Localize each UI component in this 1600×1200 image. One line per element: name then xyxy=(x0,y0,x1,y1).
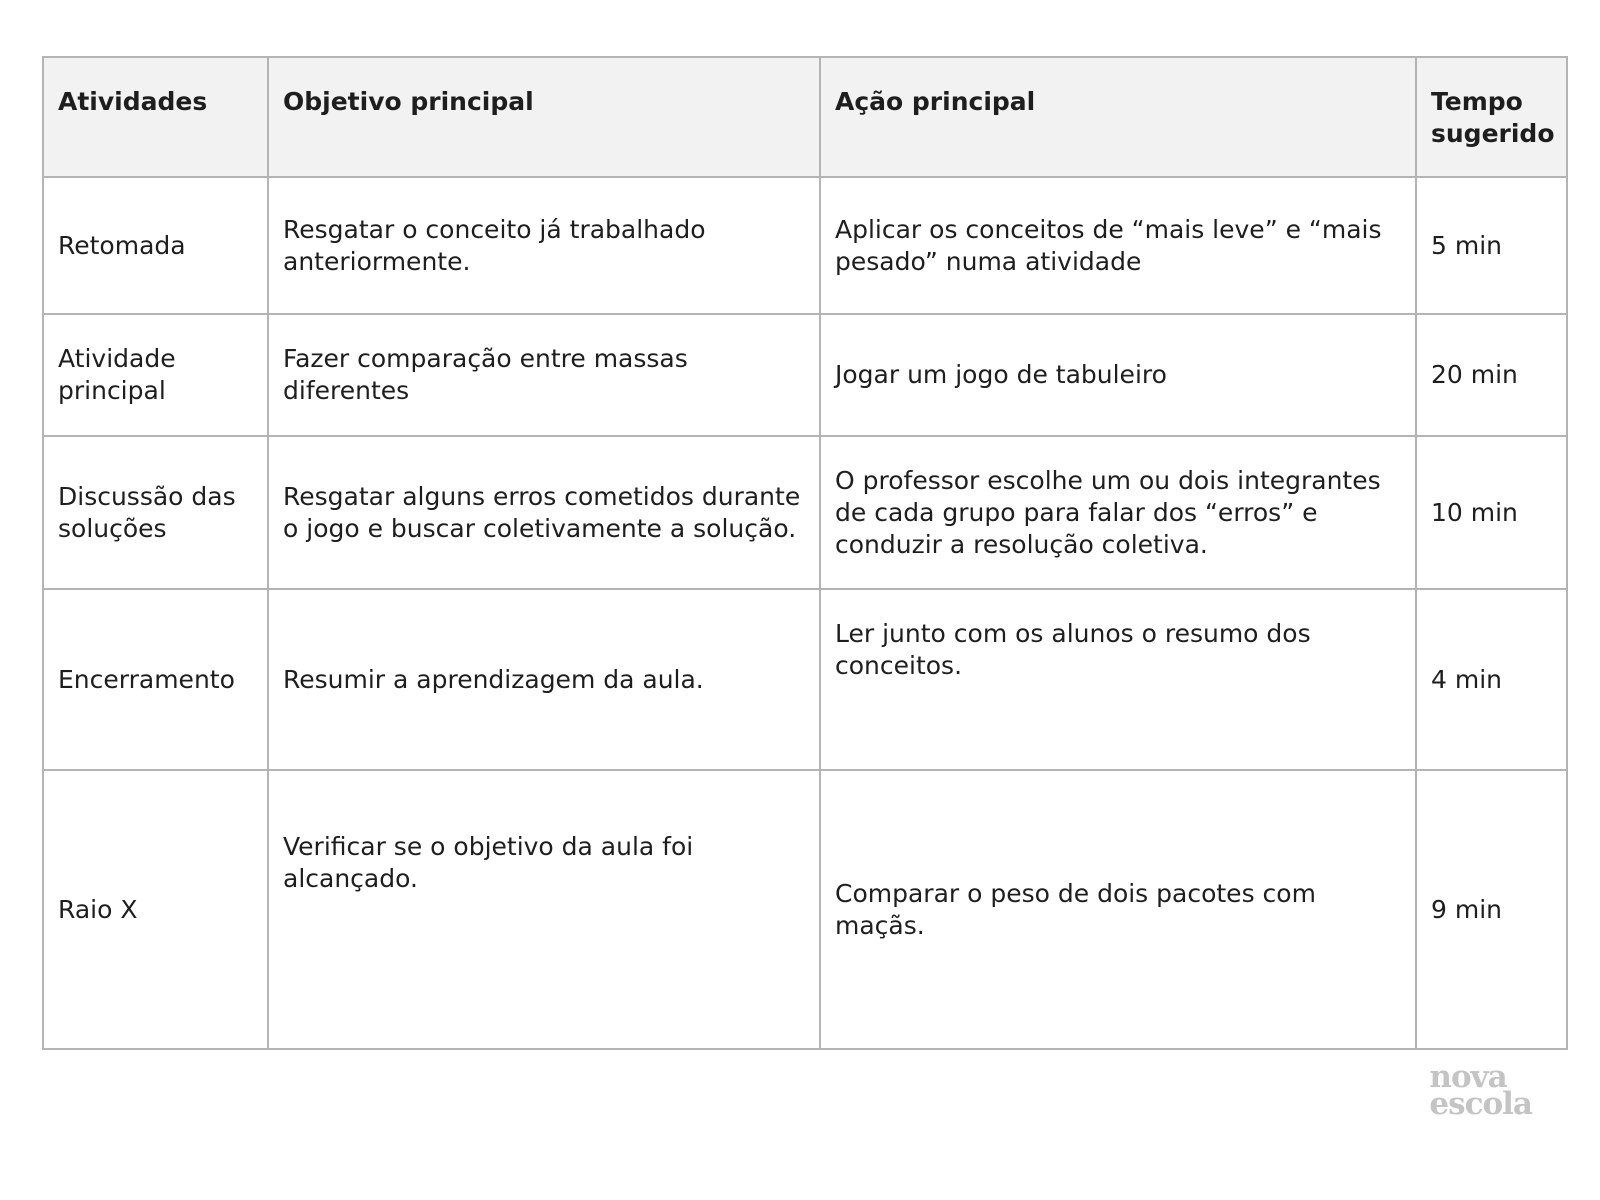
acao-cell: Aplicar os conceitos de “mais leve” e “mais pesado” numa atividade xyxy=(820,177,1416,314)
header-objetivo: Objetivo principal xyxy=(268,57,820,177)
nova-escola-logo xyxy=(1429,1059,1532,1122)
atividade-cell: Raio X xyxy=(43,770,268,1049)
acao-cell: Comparar o peso de dois pacotes com maçãs. xyxy=(820,770,1416,1049)
tempo-cell: 20 min xyxy=(1416,314,1567,436)
table-row xyxy=(43,177,1567,314)
atividade-cell: Discussão das soluções xyxy=(43,436,268,589)
tempo-cell: 4 min xyxy=(1416,589,1567,770)
acao-cell: O professor escolhe um ou dois integrantes de cada grupo para falar dos “erros” e conduzir a resolução coletiva. xyxy=(820,436,1416,589)
acao-cell: Ler junto com os alunos o resumo dos conceitos. xyxy=(820,589,1416,770)
header-atividades: Atividades xyxy=(43,57,268,177)
logo-line-escola: escola xyxy=(1429,1086,1532,1122)
lesson-plan-table xyxy=(42,56,1568,1050)
table-row xyxy=(43,770,1567,1049)
table-row xyxy=(43,589,1567,770)
table-row xyxy=(43,314,1567,436)
objetivo-cell: Resgatar alguns erros cometidos durante o jogo e buscar coletivamente a solução. xyxy=(268,436,820,589)
atividade-cell: Retomada xyxy=(43,177,268,314)
atividade-cell: Encerramento xyxy=(43,589,268,770)
acao-cell: Jogar um jogo de tabuleiro xyxy=(820,314,1416,436)
tempo-cell: 5 min xyxy=(1416,177,1567,314)
tempo-cell: 10 min xyxy=(1416,436,1567,589)
atividade-cell: Atividade principal xyxy=(43,314,268,436)
header-tempo: Tempo sugerido xyxy=(1416,57,1567,177)
table-row xyxy=(43,436,1567,589)
tempo-cell: 9 min xyxy=(1416,770,1567,1049)
objetivo-cell: Fazer comparação entre massas diferentes xyxy=(268,314,820,436)
objetivo-cell: Verificar se o objetivo da aula foi alcançado. xyxy=(268,770,820,1049)
logo-line-nova: nova xyxy=(1429,1059,1507,1095)
table-header-row xyxy=(43,57,1567,177)
objetivo-cell: Resumir a aprendizagem da aula. xyxy=(268,589,820,770)
header-acao: Ação principal xyxy=(820,57,1416,177)
objetivo-cell: Resgatar o conceito já trabalhado anteriormente. xyxy=(268,177,820,314)
